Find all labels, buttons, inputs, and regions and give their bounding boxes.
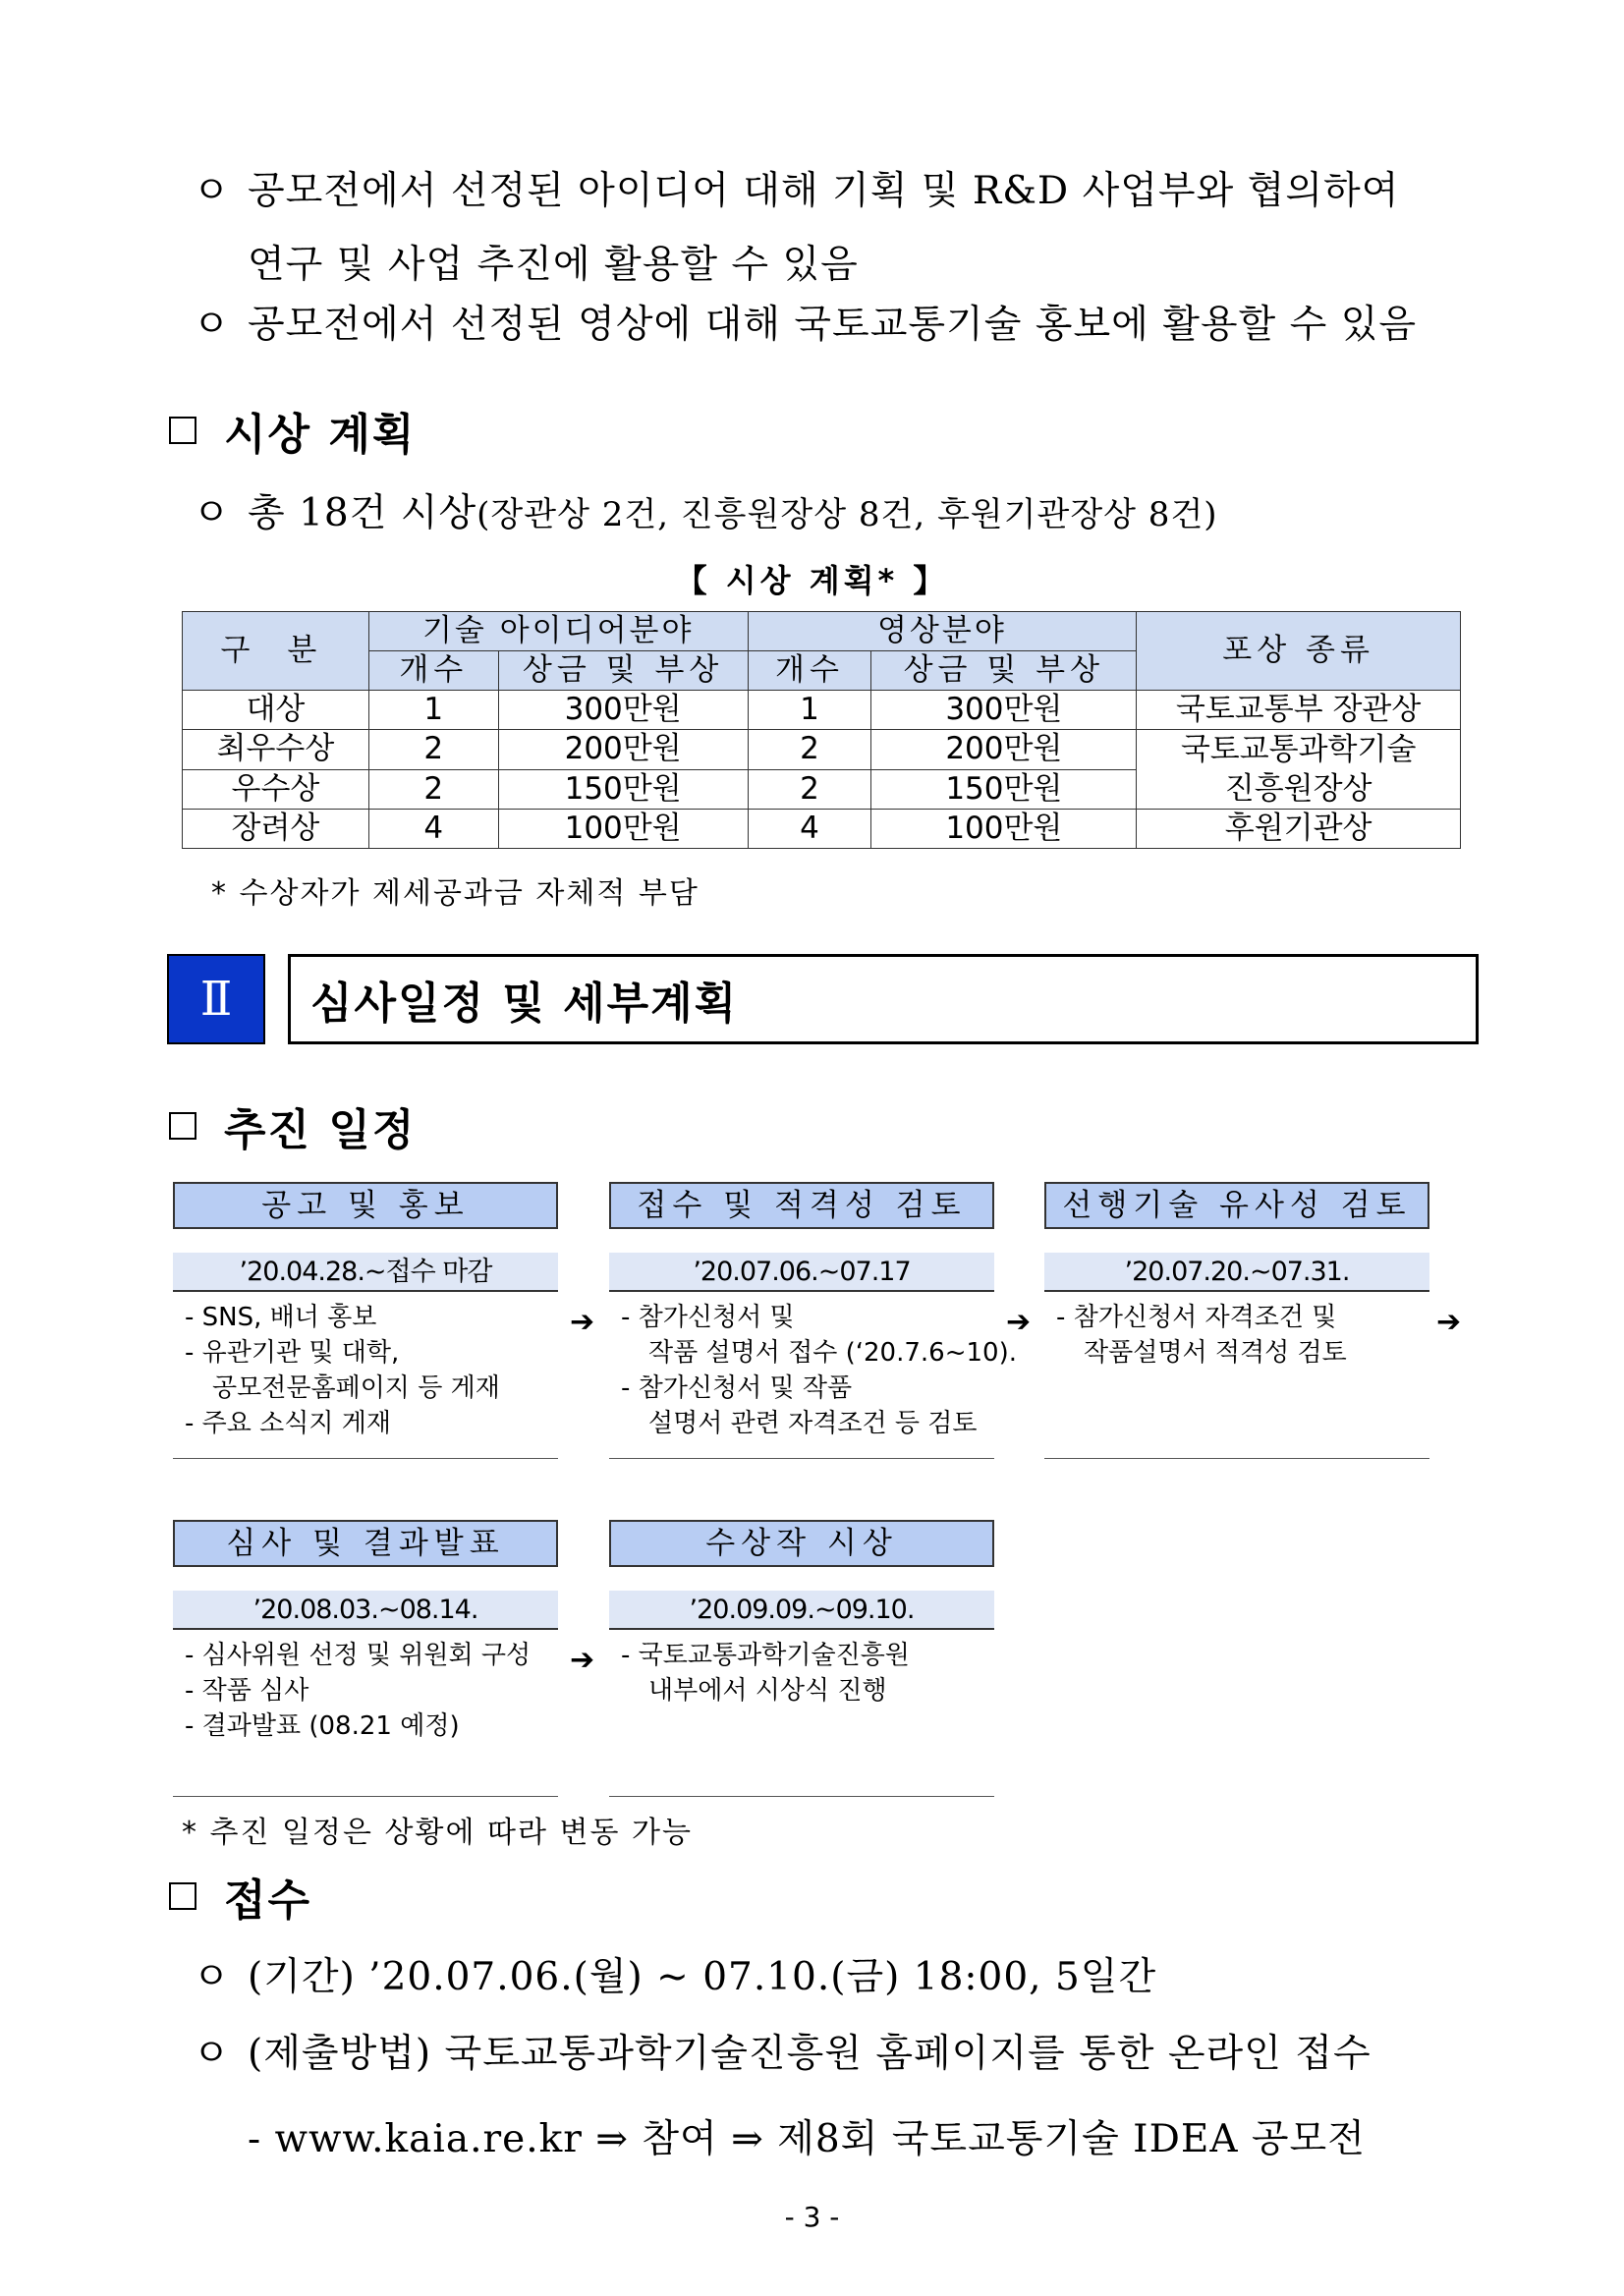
table-row: 대상 1 300만원 1 300만원 국토교통부 장관상 [183,691,1461,730]
chapter-title: 심사일정 및 세부계획 [288,954,1479,1044]
section-title: 추진 일정 [224,1105,417,1155]
table-row: 우수상 2 150만원 2 150만원 [183,769,1461,810]
step-title: 공고 및 홍보 [173,1182,558,1229]
bullet-mark: ㅇ [193,303,231,347]
step-details: - 참가신청서 자격조건 및 작품설명서 적격성 검토 [1044,1292,1429,1459]
bullet-mark: ㅇ [193,1955,231,1999]
section-title: 접수 [224,1876,312,1926]
bullet-mark: ㅇ [193,491,231,535]
bullet-idea-usage-cont: 연구 및 사업 추진에 활용할 수 있음 [248,243,859,287]
header-video: 영상분야 [748,612,1137,651]
table-row: 최우수상 2 200만원 2 200만원 국토교통과학기술 진흥원장상 [183,730,1461,770]
schedule-step-submission [609,1182,1017,1459]
step-title: 선행기술 유사성 검토 [1044,1182,1429,1229]
header-award-type: 포상 종류 [1137,612,1461,691]
section-schedule [169,1104,417,1155]
step-details: - 국토교통과학기술진흥원 내부에서 시상식 진행 [609,1630,994,1797]
step-details: - SNS, 배너 홍보 - 유관기관 및 대학, 공모전문홈페이지 등 게재 - 주요 소식지 게재 [173,1292,558,1459]
step-date: ’20.08.03.~08.14. [173,1591,558,1630]
award-type-minister: 국토교통부 장관상 [1137,691,1461,730]
step-title: 접수 및 적격성 검토 [609,1182,994,1229]
arrow-right-icon: ➔ [1436,1305,1462,1339]
bullet-mark: ㅇ [193,2032,231,2076]
step-date: ’20.07.06.~07.17 [609,1253,994,1292]
checkbox-square-icon [169,417,196,444]
section-title: 시상 계획 [224,410,417,460]
schedule-step-announcement [173,1182,558,1459]
award-note: * 수상자가 제세공과금 자체적 부담 [211,876,700,911]
bullet-idea-usage: ㅇ 공모전에서 선정된 아이디어 대해 기획 및 R&D 사업부와 협의하여 [193,169,1400,213]
step-date: ’20.09.09.~09.10. [609,1591,994,1630]
header-idea: 기술 아이디어분야 [368,612,748,651]
section-submission [169,1875,312,1926]
subheader-count: 개수 [368,651,498,691]
table-row: 장려상 4 100만원 4 100만원 후원기관상 [183,810,1461,849]
step-details: - 심사위원 선정 및 위원회 구성 - 작품 심사 - 결과발표 (08.21 예정) [173,1630,558,1797]
step-date: ’20.07.20.~07.31. [1044,1253,1429,1292]
step-title: 수상작 시상 [609,1520,994,1567]
chapter-numeral: Ⅱ [167,954,265,1044]
header-division: 구 분 [183,612,369,691]
page-number: - 3 - [784,2201,840,2233]
checkbox-square-icon [169,1882,196,1910]
step-details: - 참가신청서 및 작품 설명서 접수 (‘20.7.6~10). - 참가신청서 및 작품 설명서 관련 자격조건 등 검토 [609,1292,994,1459]
checkbox-square-icon [169,1112,196,1140]
schedule-note: * 추진 일정은 상황에 따라 변동 가능 [182,1816,693,1850]
arrow-right-icon: ➔ [1006,1305,1032,1339]
step-title: 심사 및 결과발표 [173,1520,558,1567]
subheader-count: 개수 [748,651,871,691]
submission-method: ㅇ (제출방법) 국토교통과학기술진흥원 홈페이지를 통한 온라인 접수 [193,2032,1372,2076]
schedule-step-ceremony [609,1520,994,1797]
table-caption: 【 시상 계획* 】 [675,562,949,599]
arrow-right-icon: ➔ [570,1643,595,1677]
arrow-right-icon: ➔ [570,1305,595,1339]
award-table [182,611,1461,849]
section-award-plan [169,409,417,460]
subheader-prize: 상금 및 부상 [498,651,748,691]
subheader-prize: 상금 및 부상 [871,651,1137,691]
submission-path: - www.kaia.re.kr ⇒ 참여 ⇒ 제8회 국토교통기술 IDEA 공모전 [248,2117,1366,2161]
step-date: ’20.04.28.~접수 마감 [173,1253,558,1292]
award-type-sponsor: 후원기관상 [1137,810,1461,849]
bullet-mark: ㅇ [193,169,231,213]
award-summary: ㅇ 총 18건 시상(장관상 2건, 진흥원장상 8건, 후원기관장상 8건) [193,491,1218,535]
bullet-video-usage: ㅇ 공모전에서 선정된 영상에 대해 국토교통기술 홍보에 활용할 수 있음 [193,303,1418,347]
schedule-step-judging [173,1520,558,1797]
schedule-step-prior-art [1044,1182,1429,1459]
submission-period: ㅇ (기간) ’20.07.06.(월) ~ 07.10.(금) 18:00, 5일간 [193,1955,1157,1999]
award-type-agency: 국토교통과학기술 진흥원장상 [1137,730,1461,810]
